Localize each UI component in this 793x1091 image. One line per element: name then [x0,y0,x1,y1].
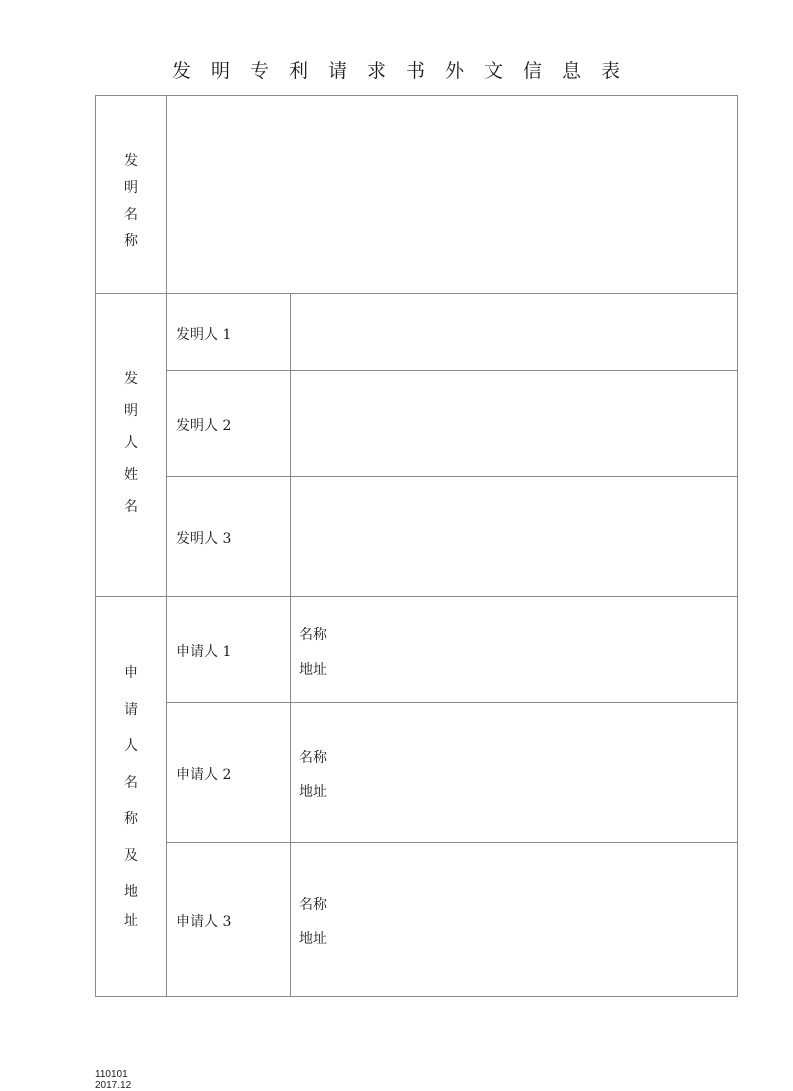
inventor-3-label: 发明人 3 [176,531,232,547]
applicants-label-char: 人 [124,738,138,754]
inventors-label-char: 发 [124,371,138,387]
applicants-label-char: 名 [124,775,138,791]
page-title: 发明专利请求书外文信息表 [171,60,640,82]
inventor-2-label: 发明人 2 [176,418,232,434]
applicant-3-name-field[interactable] [335,890,735,914]
applicant-1-name-field[interactable] [335,620,735,644]
applicants-label-char: 址 [124,913,138,929]
applicant-3-label: 申请人 3 [176,914,232,930]
inventors-label-char: 明 [124,403,138,419]
applicant-1-address-label: 地址 [299,662,327,678]
applicants-label-char: 及 [124,848,138,864]
inventor-2-field[interactable] [291,371,737,476]
applicant-2-label: 申请人 2 [176,767,232,783]
invention-name-field[interactable] [167,96,737,293]
inventor-1-label: 发明人 1 [176,327,232,343]
invention-name-char: 名 [124,207,138,223]
applicants-label-char: 请 [124,702,138,718]
table-border-right [737,95,738,997]
applicants-label-char: 申 [124,665,138,681]
applicant-2-address-label: 地址 [299,784,327,800]
invention-name-char: 称 [124,233,138,249]
invention-name-char: 发 [124,153,138,169]
inventor-1-field[interactable] [291,294,737,370]
applicant-2-name-field[interactable] [335,743,735,767]
applicant-3-address-field[interactable] [335,924,735,948]
applicant-1-name-label: 名称 [299,627,327,643]
applicant-2-name-label: 名称 [299,750,327,766]
applicant-1-address-field[interactable] [335,655,735,679]
applicants-label-char: 称 [124,811,138,827]
form-code: 110101 [95,1069,128,1080]
table-border-bottom [95,996,738,997]
row-divider-applicant-2 [166,702,738,703]
applicant-3-name-label: 名称 [299,897,327,913]
inventors-label-char: 人 [124,435,138,451]
section-divider-applicants [95,596,738,597]
applicant-2-address-field[interactable] [335,777,735,801]
applicant-1-label: 申请人 1 [176,644,232,660]
inventor-3-field[interactable] [291,477,737,596]
applicant-3-address-label: 地址 [299,931,327,947]
inventors-label-char: 名 [124,499,138,515]
invention-name-char: 明 [124,180,138,196]
inventors-label-char: 姓 [124,467,138,483]
row-divider-applicant-3 [166,842,738,843]
applicants-label-char: 地 [124,884,138,900]
form-date: 2017.12 [95,1080,132,1091]
